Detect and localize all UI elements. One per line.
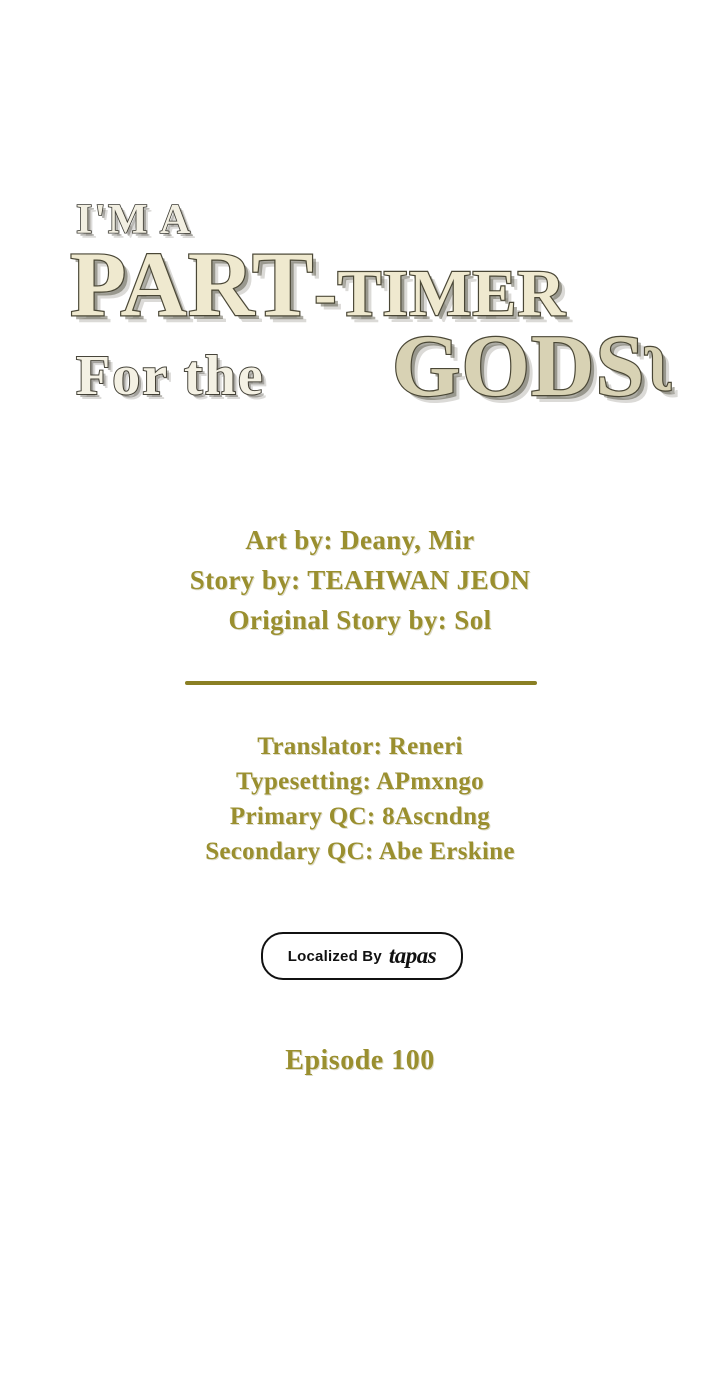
credit-secondary-qc: Secondary QC: Abe Erskine [205,838,515,865]
credits-main [0,520,720,640]
credit-primary-qc: Primary QC: 8Ascndng [229,803,491,830]
localized-by-tapas-badge [261,932,463,980]
episode-number: Episode 100 [285,1045,435,1076]
credits-divider [185,681,537,685]
title-line-2-suffix: -TIMER [314,257,567,330]
credit-typesetting: Typesetting: APmxngo [236,768,484,795]
title-line-3: For the [76,345,265,407]
credit-art-by: Art by: Deany, Mir [245,525,475,555]
title-line-4 [392,316,669,417]
series-title [70,196,669,436]
credit-original-story-by: Original Story by: Sol [228,605,492,635]
title-swash-flourish: ʅ [645,320,669,391]
credit-translator: Translator: Reneri [257,733,463,760]
credits-staff [0,729,720,869]
credit-story-by: Story by: TEAHWAN JEON [189,565,531,595]
title-line-1: I'M A [76,197,193,243]
title-line-4-main: GODS [392,318,646,415]
localized-by-label: Localized By [287,947,382,965]
title-line-2-main: PART [70,233,315,335]
tapas-logo: tapas [388,943,437,968]
